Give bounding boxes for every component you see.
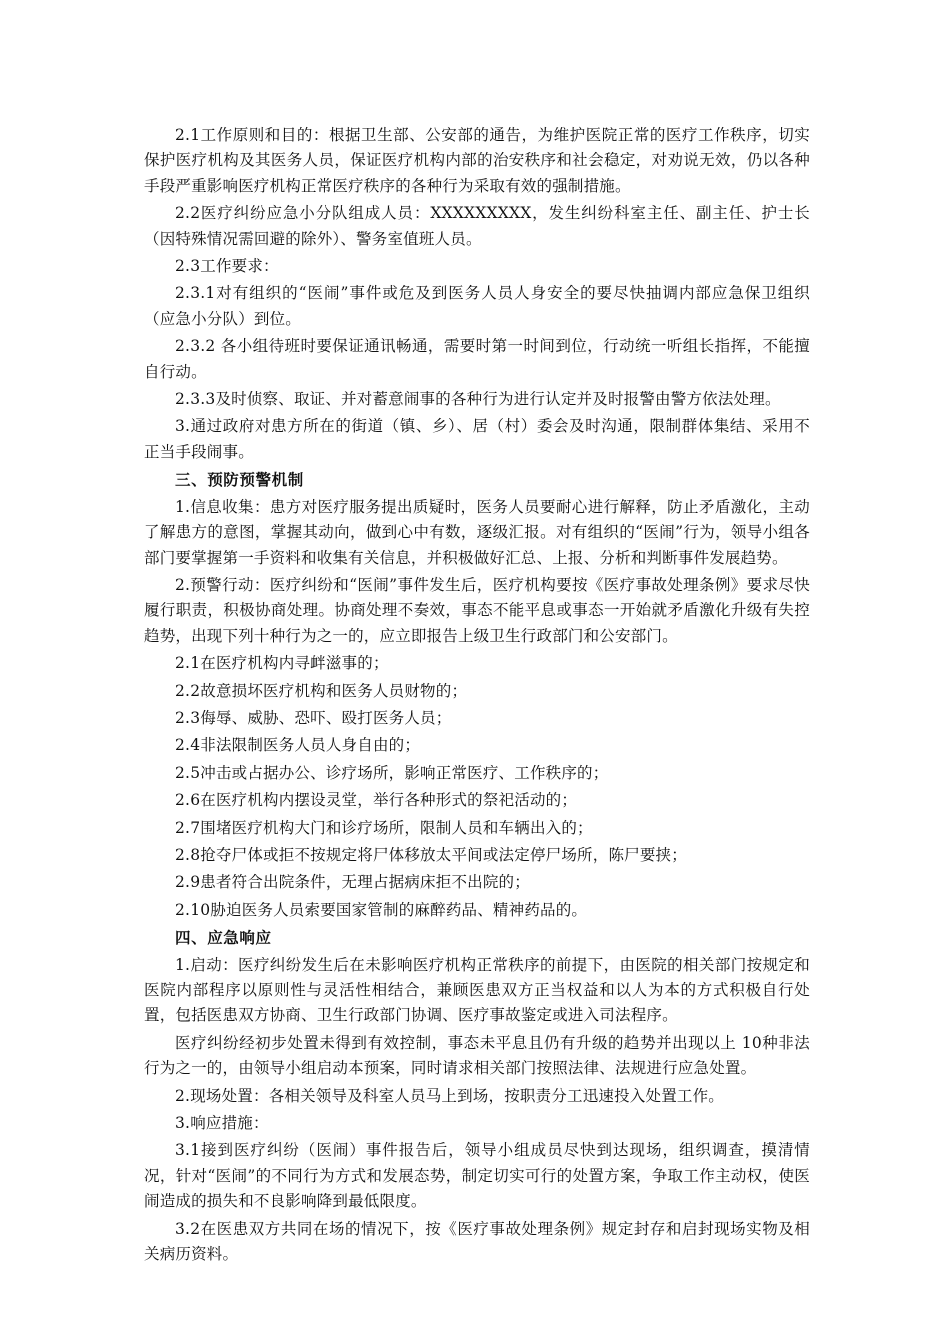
paragraph-startup: 1.启动：医疗纠纷发生后在未影响医疗机构正常秩序的前提下，由医院的相关部门按规定和医院内部程序以原则性与灵活性相结合，兼顾医患双方正当权益和以人为本的方式积极自行处置，包括医患双方协商、卫生行政部门协调、医疗事故鉴定或进入司法程序。: [144, 955, 810, 1025]
paragraph-escalation: 医疗纠纷经初步处置未得到有效控制，事态未平息且仍有升级的趋势并出现以上 10种非法行为之一的，由领导小组启动本预案，同时请求相关部门按照法律、法规进行应急处置。: [144, 1033, 810, 1078]
list-item-2-2: 2.2故意损坏医疗机构和医务人员财物的；: [175, 681, 468, 700]
paragraph-2-3-2: 2.3.2 各小组待班时要保证通讯畅通，需要时第一时间到位，行动统一听组长指挥，不能擅自行动。: [144, 337, 810, 381]
list-item-2-7: 2.7围堵医疗机构大门和诊疗场所，限制人员和车辆出入的；: [175, 818, 593, 837]
list-item-2-9: 2.9患者符合出院条件，无理占据病床拒不出院的；: [175, 873, 530, 892]
list-item-2-8: 2.8抢夺尸体或拒不按规定将尸体移放太平间或法定停尸场所，陈尸要挟；: [175, 845, 687, 864]
paragraph-measures: 3.响应措施：: [175, 1114, 269, 1133]
list-item-2-5: 2.5冲击或占据办公、诊疗场所，影响正常医疗、工作秩序的；: [175, 763, 609, 782]
list-item-2-1: 2.1在医疗机构内寻衅滋事的；: [175, 654, 389, 673]
section-heading-prevention: 三、预防预警机制: [175, 470, 304, 490]
paragraph-warning-action: 2.预警行动：医疗纠纷和“医闹”事件发生后，医疗机构要按《医疗事故处理条例》要求尽快履行职责，积极协商处理。协商处理不奏效，事态不能平息或事态一开始就矛盾激化升级有失控趋势，出现下列十种行为之一的，应立即报告上级卫生行政部门和公安部门。: [144, 575, 810, 645]
paragraph-3: 3.通过政府对患方所在的街道（镇、乡）、居（村）委会及时沟通，限制群体集结、采用不正当手段闹事。: [144, 417, 810, 461]
list-item-2-3: 2.3侮辱、威胁、恐吓、殴打医务人员；: [175, 708, 452, 727]
document-page: [144, 123, 810, 1269]
paragraph-2-3: 2.3工作要求：: [175, 257, 279, 276]
list-item-2-6: 2.6在医疗机构内摆设灵堂，举行各种形式的祭祀活动的；: [175, 791, 578, 810]
list-item-2-4: 2.4非法限制医务人员人身自由的；: [175, 736, 421, 755]
paragraph-onsite: 2.现场处置：各相关领导及科室人员马上到场，按职责分工迅速投入处置工作。: [175, 1086, 724, 1105]
paragraph-2-1: 2.1工作原则和目的：根据卫生部、公安部的通告，为维护医院正常的医疗工作秩序，切实保护医疗机构及其医务人员，保证医疗机构内部的治安秩序和社会稳定，对劝说无效，仍以各种手段严重影响医疗机构正常医疗秩序的各种行为采取有效的强制措施。: [144, 126, 810, 195]
paragraph-3-2: 3.2在医患双方共同在场的情况下，按《医疗事故处理条例》规定封存和启封现场实物及相关病历资料。: [144, 1219, 810, 1264]
paragraph-info-collection: 1.信息收集：患方对医疗服务提出质疑时，医务人员要耐心进行解释，防止矛盾激化，主动了解患方的意图，掌握其动向，做到心中有数，逐级汇报。对有组织的“医闹”行为，领导小组各部门要掌握第一手资料和收集有关信息，并积极做好汇总、上报、分析和判断事件发展趋势。: [144, 497, 810, 567]
list-item-2-10: 2.10胁迫医务人员索要国家管制的麻醉药品、精神药品的。: [175, 900, 588, 919]
section-heading-response: 四、应急响应: [175, 928, 272, 948]
paragraph-2-2: 2.2医疗纠纷应急小分队组成人员：XXXXXXXXX，发生纠纷科室主任、副主任、护士长（因特殊情况需回避的除外）、警务室值班人员。: [144, 204, 810, 248]
paragraph-2-3-3: 2.3.3及时侦察、取证、并对蓄意闹事的各种行为进行认定并及时报警由警方依法处理。: [175, 390, 781, 409]
paragraph-2-3-1: 2.3.1对有组织的“医闹”事件或危及到医务人员人身安全的要尽快抽调内部应急保卫组织（应急小分队）到位。: [144, 284, 810, 328]
paragraph-3-1: 3.1接到医疗纠纷（医闹）事件报告后，领导小组成员尽快到达现场，组织调查，摸清情况，针对“医闹”的不同行为方式和发展态势，制定切实可行的处置方案，争取工作主动权，使医闹造成的损失和不良影响降到最低限度。: [144, 1141, 810, 1211]
